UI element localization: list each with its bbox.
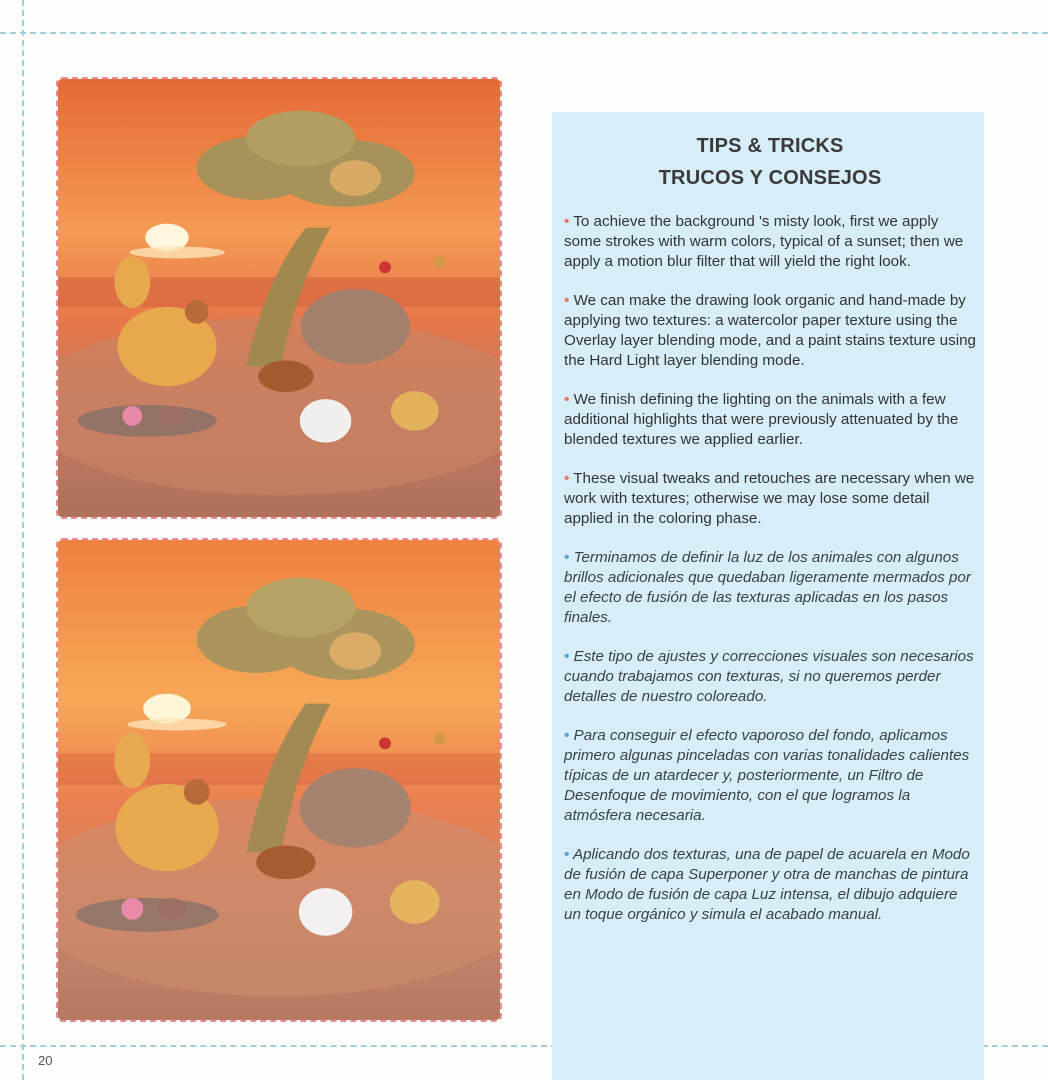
title-spanish: TRUCOS Y CONSEJOS — [658, 167, 882, 189]
tip-item — [564, 469, 976, 529]
tip-text: Aplicando dos texturas, una de papel de acuarela en Modo de fusión de capa Superponer y otra de manchas de pintura en Modo de fusión de capa Luz intensa, el dibujo adquiere un toque orgánico y simula el acabado manual. — [564, 846, 970, 923]
tip-item — [564, 291, 976, 371]
bullet: • — [564, 727, 570, 744]
top-dashed-guide — [0, 32, 1048, 34]
bullet: • — [564, 648, 570, 665]
tip-text: To achieve the background 's misty look, first we apply some strokes with warm colors, typical of a sunset; then we apply a motion blur filter that will yield the right look. — [564, 213, 964, 270]
tip-text: We can make the drawing look organic and hand-made by applying two textures: a watercolor paper texture using the Overlay layer blending mode, and a paint stains texture using the Hard Light layer blending mode. — [564, 292, 976, 369]
tip-text: Terminamos de definir la luz de los animales con algunos brillos adicionales que quedaban ligeramente mermados por el efecto de fusión de las texturas aplicadas en los pasos finales. — [564, 549, 971, 626]
bullet: • — [564, 391, 570, 408]
tip-item — [564, 212, 976, 272]
tip-text: These visual tweaks and retouches are necessary when we work with textures; otherwise we may lose some detail applied in the coloring phase. — [564, 470, 975, 527]
tips-panel — [552, 112, 984, 1080]
tip-item — [564, 390, 976, 450]
tips-list — [564, 212, 976, 925]
tip-text: We finish defining the lighting on the animals with a few additional highlights that were previously attenuated by the blended textures we applied earlier. — [564, 391, 959, 448]
title-english: TIPS & TRICKS — [696, 135, 844, 157]
bullet: • — [564, 846, 570, 863]
bullet: • — [564, 292, 570, 309]
illustration-savanna-before — [56, 77, 502, 519]
page-number: 20 — [38, 1053, 53, 1068]
illustration-savanna-after — [56, 538, 502, 1022]
tip-item — [564, 726, 976, 826]
tip-item — [564, 647, 976, 707]
savanna-scene-image — [58, 79, 500, 517]
left-dashed-guide — [22, 0, 24, 1080]
bullet: • — [564, 213, 570, 230]
tip-text: Para conseguir el efecto vaporoso del fondo, aplicamos primero algunas pinceladas con varias tonalidades calientes típicas de un atardecer y, posteriormente, un Filtro de Desenfoque de movimiento, con el que logramos la atmósfera necesaria. — [564, 727, 970, 824]
bullet: • — [564, 549, 570, 566]
tip-item — [564, 845, 976, 925]
savanna-scene-textured-image — [58, 540, 500, 1020]
tip-item — [564, 548, 976, 628]
tip-text: Este tipo de ajustes y correcciones visuales son necesarios cuando trabajamos con texturas, si no queremos perder detalles de nuestro coloreado. — [564, 648, 974, 705]
bullet: • — [564, 470, 570, 487]
